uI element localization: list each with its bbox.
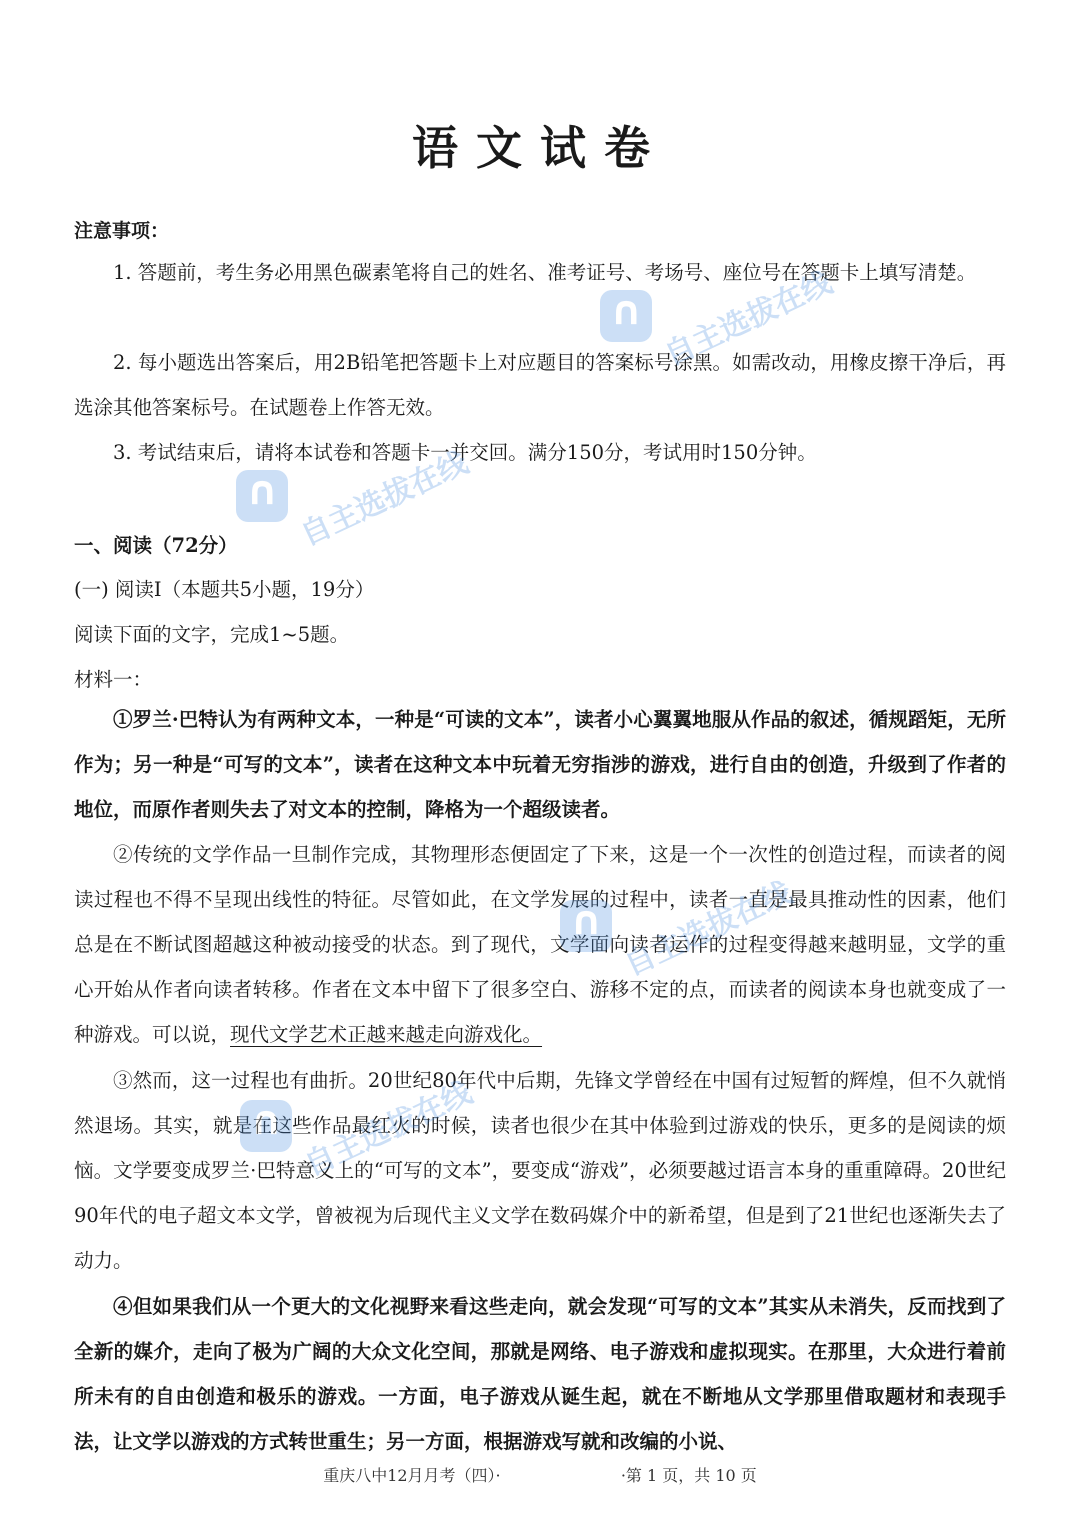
paragraph-2-text: ②传统的文学作品一旦制作完成，其物理形态便固定了下来，这是一个一次性的创造过程，而读者的阅读过程也不得不呈现出线性的特征。尽管如此，在文学发展的过程中，读者一直是最具推动性的因素，他们总是在不断试图超越这种被动接受的状态。到了现代，文学面向读者运作的过程变得越来越明显，文学的重心开始从作者向读者转移。作者在文本中留下了很多空白、游移不定的点，而读者的阅读本身也就变成了一种游戏。可以说， xyxy=(74,843,1006,1046)
page-title: 语文试卷 xyxy=(412,121,668,175)
underlined-sentence: 现代文学艺术正越来越走向游戏化。 xyxy=(230,1023,543,1046)
watermark xyxy=(236,445,474,554)
notice-item-2: 2. 每小题选出答案后，用2B铅笔把答题卡上对应题目的答案标号涂黑。如需改动，用橡皮擦干净后，再选涂其他答案标号。在试题卷上作答无效。 xyxy=(74,351,1006,419)
subsection-heading: (一) 阅读Ⅰ（本题共5小题，19分） xyxy=(74,578,375,601)
watermark-logo-icon xyxy=(236,470,288,522)
watermark-text: 自主选拔在线 xyxy=(659,265,838,374)
watermark-text: 自主选拔在线 xyxy=(299,1075,478,1184)
notice-item-1: 1. 答题前，考生务必用黑色碳素笔将自己的姓名、准考证号、考场号、座位号在答题卡上填写清楚。 xyxy=(113,261,977,284)
page-footer xyxy=(0,1463,1080,1486)
notice-item-3: 3. 考试结束后，请将本试卷和答题卡一并交回。满分150分，考试用时150分钟。 xyxy=(113,441,817,464)
watermark-logo-icon xyxy=(600,290,652,342)
notice-heading: 注意事项： xyxy=(74,220,170,242)
paragraph-2 xyxy=(74,832,1006,1057)
section-heading: 一、阅读（72分） xyxy=(74,534,238,557)
watermark xyxy=(600,265,838,374)
paragraph-3: ③然而，这一过程也有曲折。20世纪80年代中后期，先锋文学曾经在中国有过短暂的辉煌，但不久就悄然退场。其实，就是在这些作品最红火的时候，读者也很少在其中体验到过游戏的快乐，更多的是阅读的烦恼。文学要变成罗兰·巴特意义上的“可写的文本”，要变成“游戏”，必须要越过语言本身的重重障碍。20世纪90年代的电子超文本文学，曾被视为后现代主义文学在数码媒介中的新希望，但是到了21世纪也逐渐失去了动力。 xyxy=(74,1069,1006,1272)
watermark-text: 自主选拔在线 xyxy=(295,445,474,554)
footer-exam-name: 重庆八中12月月考（四）· xyxy=(323,1466,501,1485)
watermark-text: 自主选拔在线 xyxy=(619,875,798,984)
instruction-text: 阅读下面的文字，完成1~5题。 xyxy=(74,623,350,646)
paragraph-4: ④但如果我们从一个更大的文化视野来看这些走向，就会发现“可写的文本”其实从未消失，反而找到了全新的媒介，走向了极为广阔的大众文化空间，那就是网络、电子游戏和虚拟现实。在那里，大众进行着前所未有的自由创造和极乐的游戏。一方面，电子游戏从诞生起，就在不断地从文学那里借取题材和表现手法，让文学以游戏的方式转世重生；另一方面，根据游戏写就和改编的小说、 xyxy=(74,1295,1006,1453)
paragraph-1: ①罗兰·巴特认为有两种文本，一种是“可读的文本”，读者小心翼翼地服从作品的叙述，循规蹈矩，无所作为；另一种是“可写的文本”，读者在这种文本中玩着无穷指涉的游戏，进行自由的创造，升级到了作者的地位，而原作者则失去了对文本的控制，降格为一个超级读者。 xyxy=(74,708,1006,821)
footer-page-number: ·第 1 页，共 10 页 xyxy=(620,1466,757,1485)
material-label: 材料一： xyxy=(74,668,153,691)
